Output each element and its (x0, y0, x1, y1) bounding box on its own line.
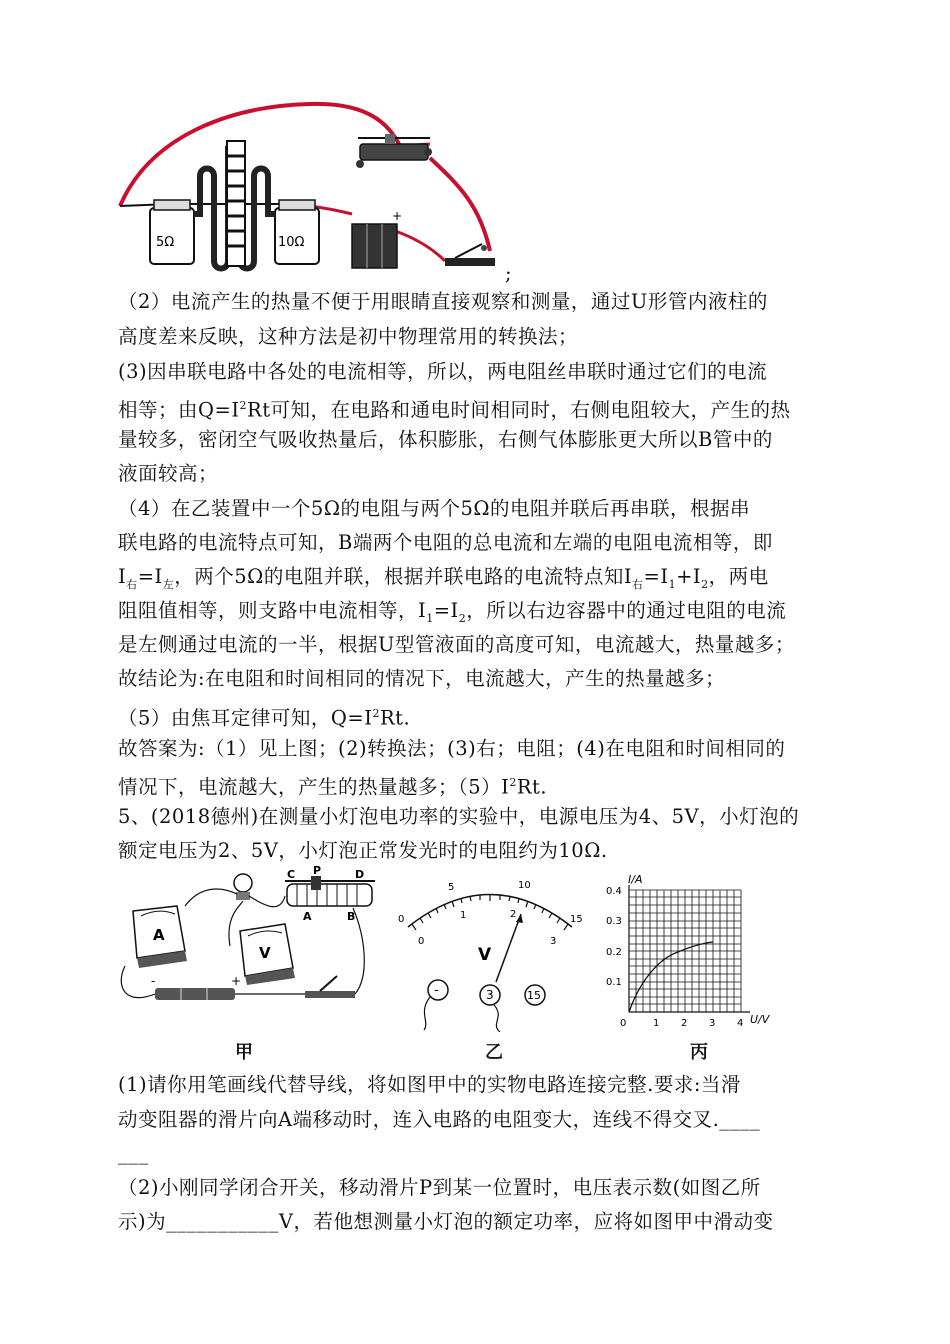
text-line: 故结论为:在电阻和时间相同的情况下，电流越大，产生的热量越多； (118, 667, 726, 690)
text-line: （4）在乙装置中一个5Ω的电阻与两个5Ω的电阻并联后再串联，根据串 (118, 497, 751, 520)
dial-top-tick: 15 (570, 914, 583, 925)
figure-trailing-semicolon: ; (505, 262, 513, 285)
y-tick: 0.2 (606, 947, 622, 958)
y-tick: 0.3 (606, 916, 622, 927)
text-line: $I_右=I_左$，两个5Ω的电阻并联，根据并联电路的电流特点知$I_右=I_1+I_2$，两电 (118, 565, 769, 591)
text-line: 阻阻值相等，则支路中电流相等，$I_1=I_2$，所以右边容器中的通过电阻的电流 (118, 599, 787, 625)
svg-text:3: 3 (486, 988, 494, 1002)
battery-minus-label: - (151, 974, 156, 988)
terminal-b-label: B (347, 910, 356, 923)
ammeter-label: A (153, 926, 165, 944)
svg-text:+: + (392, 209, 403, 223)
x-tick: 3 (709, 1018, 716, 1029)
text-line: 高度差来反映，这种方法是初中物理常用的转换法； (118, 325, 579, 348)
text-line: （2)小刚同学闭合开关，移动滑片P到某一位置时，电压表示数(如图乙所 (118, 1176, 761, 1199)
text-line: 液面较高； (118, 462, 219, 485)
text-line: 动变阻器的滑片向A端移动时，连入电路的电阻变大，连线不得交叉.____ (118, 1108, 761, 1131)
dial-bottom-tick: 0 (418, 936, 425, 947)
dial-bottom-tick: 3 (550, 936, 557, 947)
text-line: 联电路的电流特点可知，B端两个电阻的总电流和左端的电阻电流相等，即 (118, 531, 773, 554)
text-line: 量较多，密闭空气吸收热量后，体积膨胀，右侧气体膨胀更大所以B管中的 (118, 428, 773, 451)
x-tick: 1 (653, 1018, 660, 1029)
y-tick: 0.1 (606, 977, 622, 988)
text-line: (3)因串联电路中各处的电流相等，所以，两电阻丝串联时通过它们的电流 (118, 360, 768, 383)
text-line: 情况下，电流越大，产生的热量越多；$(5)I^2Rt$. (118, 775, 548, 799)
dial-bottom-tick: 2 (510, 909, 517, 920)
dial-needle (496, 914, 521, 982)
text-line: （2）电流产生的热量不便于用眼睛直接观察和测量，通过U形管内液柱的 (118, 290, 768, 313)
dial-symbol: V (478, 945, 492, 965)
x-tick: 0 (620, 1018, 627, 1029)
resistor-10-label: 10Ω (278, 235, 305, 250)
x-tick: 4 (737, 1018, 744, 1029)
caption-bing: 丙 (690, 1042, 708, 1063)
text-line: 是左侧通过电流的一半，根据U型管液面的高度可知，电流越大，热量越多； (118, 633, 795, 656)
current-voltage-graph-bing (600, 870, 780, 1030)
resistor-5-label: 5Ω (156, 235, 175, 250)
graph-xlabel: U/V (750, 1013, 770, 1026)
terminal-a-label: A (303, 910, 312, 923)
text-line: (1)请你用笔画线代替导线，将如图甲中的实物电路连接完整.要求:当滑 (118, 1073, 741, 1096)
text-line: 额定电压为2、5V，小灯泡正常发光时的电阻约为10Ω. (118, 839, 608, 862)
x-tick: 2 (681, 1018, 688, 1029)
voltmeter-label: V (259, 944, 271, 962)
caption-jia: 甲 (235, 1042, 253, 1063)
text-line: 故答案为:（1）见上图；(2)转换法；(3)右；电阻；(4)在电阻和时间相同的 (118, 737, 786, 760)
text-line: 相等；由$Q=I^2Rt$可知，在电路和通电时间相同时，右侧电阻较大，产生的热 (118, 398, 791, 422)
text-line: ___ (118, 1142, 149, 1165)
joule-heating-apparatus-figure (110, 96, 510, 276)
dial-top-tick: 5 (448, 882, 455, 893)
circuit-figure-jia (115, 866, 385, 1026)
battery-plus-label: + (231, 974, 242, 988)
graph-ylabel: I/A (628, 873, 643, 886)
terminal-c-label: C (287, 868, 296, 881)
terminal-d-label: D (355, 868, 365, 881)
text-line: （5）由焦耳定律可知，$Q=I^2Rt$. (118, 706, 411, 730)
text-line: 5、(2018德州)在测量小灯泡电功率的实验中，电源电压为4、5V，小灯泡的 (118, 805, 800, 828)
text-line: 示)为___________V，若他想测量小灯泡的额定功率，应将如图甲中滑动变 (118, 1210, 774, 1233)
dial-top-tick: 0 (398, 914, 405, 925)
svg-text:15: 15 (527, 989, 541, 1002)
caption-yi: 乙 (485, 1042, 503, 1063)
slider-p-label: P (313, 866, 322, 877)
dial-top-tick: 10 (518, 880, 531, 891)
dial-bottom-tick: 1 (460, 910, 467, 921)
y-tick: 0.4 (606, 886, 622, 897)
svg-text:-: - (434, 983, 439, 998)
voltmeter-dial-figure-yi (390, 872, 590, 1032)
